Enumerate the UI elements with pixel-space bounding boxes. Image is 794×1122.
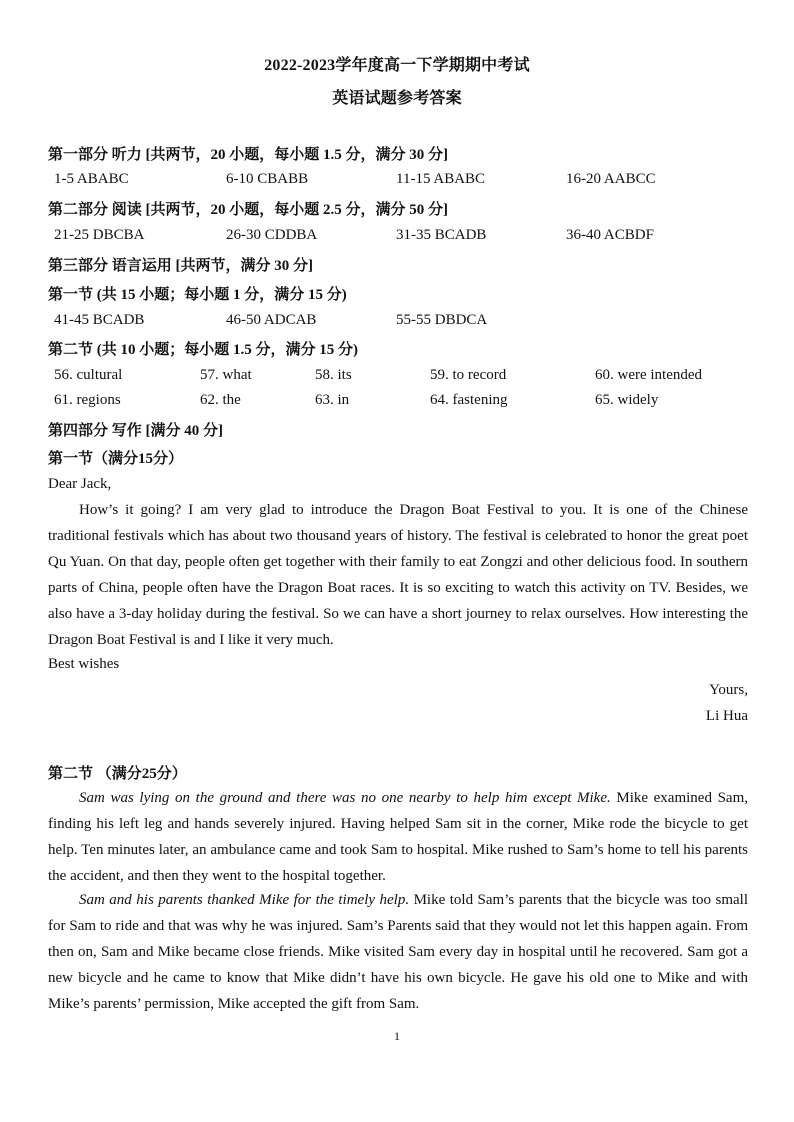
answer-item: 62. the [200, 392, 241, 408]
answer-item: 64. fastening [430, 392, 508, 408]
answer-group: 36-40 ACBDF [566, 227, 654, 243]
letter-signature: Li Hua [705, 708, 748, 724]
part1-heading: 第一部分 听力 [共两节，20 小题，每小题 1.5 分，满分 30 分] [48, 147, 448, 163]
letter-body: How’s it going? I am very glad to introduce the Dragon Boat Festival to you. It is one of the Chinese traditional festivals which has about two thousand years of history. The festival is celebrated to honor the great poet Qu Yuan. On that day, people often get together with their family to eat Zongzi and other delicious food. In southern parts of China, people often have the Dragon Boat races. It is so exciting to watch this activity on TV. Besides, we also have a 3-day holiday during the festival. So we can have a short journey to relax ourselves. How interesting the Dragon Boat Festival is and I like it very much. [48, 502, 748, 648]
answer-item: 61. regions [54, 392, 121, 408]
part3-heading: 第三部分 语言运用 [共两节，满分 30 分] [48, 258, 313, 274]
part3-section1-heading: 第一节 (共 15 小题；每小题 1 分，满分 15 分) [48, 287, 347, 303]
part2-heading: 第二部分 阅读 [共两节，20 小题，每小题 2.5 分，满分 50 分] [48, 202, 448, 218]
answer-item: 65. widely [595, 392, 659, 408]
answer-group: 11-15 ABABC [396, 171, 486, 187]
answer-group: 55-55 DBDCA [396, 312, 488, 328]
answer-item: 63. in [315, 392, 350, 408]
answer-group: 46-50 ADCAB [226, 312, 317, 328]
answer-item: 56. cultural [54, 367, 123, 383]
answer-group: 21-25 DBCBA [54, 227, 145, 243]
part3-section2-heading: 第二节 (共 10 小题；每小题 1.5 分，满分 15 分) [48, 342, 358, 358]
continuation-paragraph-2 [48, 887, 748, 1017]
paragraph-lead-sentence: Sam was lying on the ground and there was no one nearby to help him except Mike. [79, 790, 611, 806]
page-subtitle: 英语试题参考答案 [332, 90, 462, 107]
paragraph-text: Mike told Sam’s parents that the bicycle was too small for Sam to ride and that was why he was injured. Sam’s Parents said that they would not let this happen again. From then on, Sam and Mike became close friends. Mike visited Sam every day in hospital until he recovered. Sam got a new bicycle and he came to know that Mike didn’t have his own bicycle. He gave his old one to Mike and with Mike’s parents’ permission, Mike accepted the gift from Sam. [48, 892, 748, 1012]
continuation-paragraph-1 [48, 785, 748, 889]
answer-item: 60. were intended [595, 367, 703, 383]
letter-greeting: Dear Jack, [48, 476, 112, 492]
answer-group: 26-30 CDDBA [226, 227, 318, 243]
paragraph-text: Mike examined Sam, finding his left leg and hands severely injured. Having helped Sam sit in the corner, Mike rode the bicycle to get help. Ten minutes later, an ambulance came and took Sam to hospital. Mike rushed to Sam’s home to tell his parents the accident, and then they went to the hospital together. [48, 790, 749, 884]
part4-section1-heading: 第一节（满分15分） [48, 451, 184, 467]
page-number: 1 [394, 1029, 400, 1043]
letter-signoff: Yours, [709, 682, 748, 698]
answer-item: 58. its [315, 367, 352, 383]
answer-group: 16-20 AABCC [566, 171, 656, 187]
letter-closing: Best wishes [48, 656, 120, 672]
paragraph-lead-sentence: Sam and his parents thanked Mike for the timely help. [79, 892, 410, 908]
part4-section2-heading: 第二节 （满分25分） [48, 766, 187, 782]
page-title: 2022-2023学年度高一下学期期中考试 [264, 57, 530, 74]
answer-group: 1-5 ABABC [54, 171, 129, 187]
answer-item: 59. to record [430, 367, 507, 383]
answer-group: 41-45 BCADB [54, 312, 145, 328]
answer-group: 31-35 BCADB [396, 227, 487, 243]
answer-group: 6-10 CBABB [226, 171, 309, 187]
answer-item: 57. what [200, 367, 252, 383]
part4-heading: 第四部分 写作 [满分 40 分] [48, 423, 223, 439]
